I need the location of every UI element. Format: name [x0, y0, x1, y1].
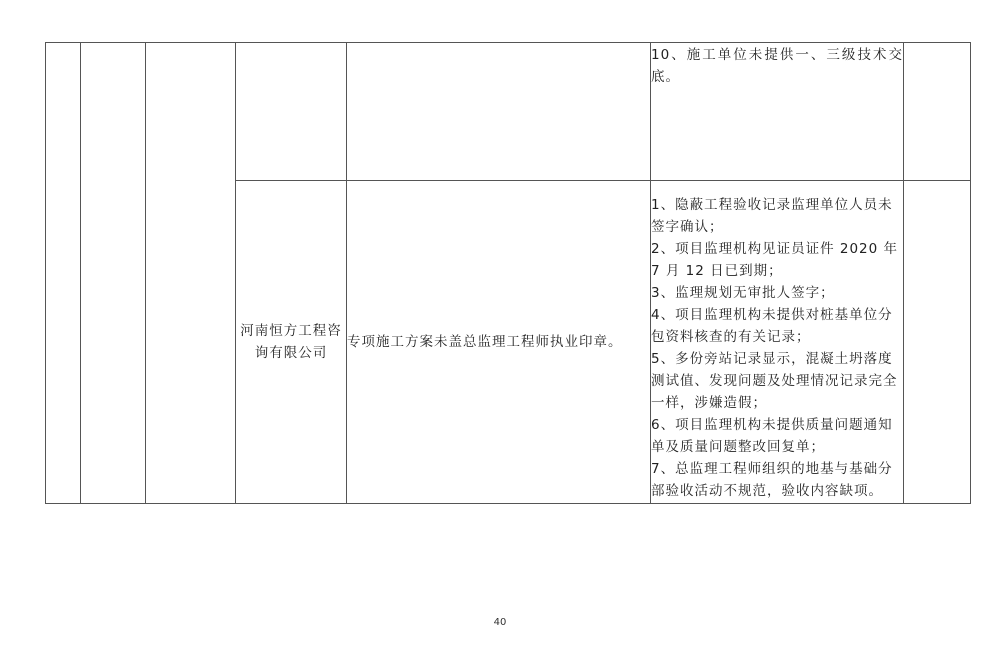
detail-item: 4、项目监理机构未提供对桩基单位分包资料核查的有关记录； — [651, 307, 893, 345]
detail-item: 1、隐蔽工程验收记录监理单位人员未签字确认； — [651, 197, 893, 235]
table-cell-detail — [651, 181, 904, 504]
detail-item: 2、项目监理机构见证员证件 2020 年 7 月 12 日已到期； — [651, 241, 899, 279]
table-row — [46, 43, 971, 181]
detail-text: 10、施工单位未提供一、三级技术交底。 — [651, 47, 903, 85]
table-cell-issue — [347, 181, 651, 504]
table-cell-remark — [904, 43, 971, 181]
unit-name: 河南恒方工程咨询有限公司 — [240, 323, 342, 361]
table-cell-issue-empty — [347, 43, 651, 181]
page-number: 40 — [493, 617, 507, 628]
table-cell-unit — [236, 181, 347, 504]
table-cell-index — [46, 43, 81, 504]
inspection-table — [45, 42, 971, 504]
detail-item: 5、多份旁站记录显示，混凝土坍落度测试值、发现问题及处理情况记录完全一样，涉嫌造假； — [651, 351, 898, 411]
table-cell-blank — [81, 43, 146, 504]
issue-text: 专项施工方案未盖总监理工程师执业印章。 — [347, 334, 623, 350]
detail-item: 6、项目监理机构未提供质量问题通知单及质量问题整改回复单； — [651, 417, 893, 455]
table-cell-detail — [651, 43, 904, 181]
table-cell-unit-empty — [236, 43, 347, 181]
table-cell-remark — [904, 181, 971, 504]
detail-item: 7、总监理工程师组织的地基与基础分部验收活动不规范，验收内容缺项。 — [651, 461, 893, 499]
detail-list — [651, 194, 903, 503]
table-cell-blank — [146, 43, 236, 504]
detail-item: 3、监理规划无审批人签字； — [651, 285, 835, 301]
